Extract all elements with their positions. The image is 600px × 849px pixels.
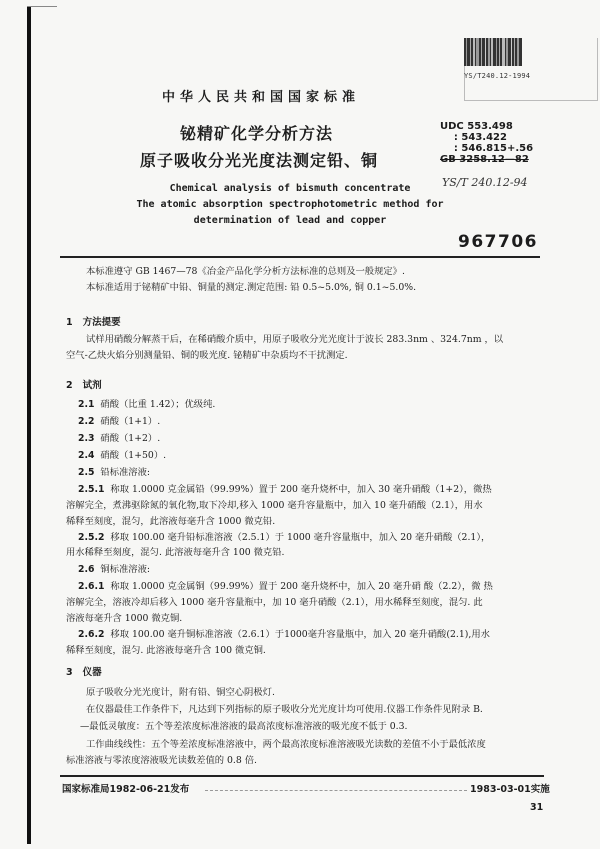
paragraph-line: 2.6.1 称取 1.0000 克金属铜（99.99%）置于 200 毫升烧杯中，加入 20 毫升硝 酸（2.2），微 热 [78, 581, 493, 592]
reagent-item: 2.4 硝酸（1+50）. [78, 450, 167, 461]
paragraph-line: 2.5.1 称取 1.0000 克金属铅（99.99%）置于 200 毫升烧杯中，加入 30 毫升硝酸（1+2），微热 [78, 484, 492, 495]
paragraph-line: 在仪器最佳工作条件下，凡达到下列指标的原子吸收分光光度计均可使用.仪器工作条件见附录 B. [86, 704, 483, 715]
handwritten-note: YS/T 240.12-94 [442, 176, 528, 189]
section-heading [66, 377, 102, 391]
effective-date: 1983-03-01实施 [470, 784, 550, 795]
paragraph-line: 空气-乙炔火焰分别测量铅、铜的吸光度. 铋精矿中杂质均不干扰测定. [66, 350, 348, 361]
section-heading [66, 664, 102, 678]
paragraph-line: 溶解完全，溶液冷却后移入 1000 毫升容量瓶中，加 10 毫升硝酸（2.1），用水稀释至刻度，混匀. 此 [66, 597, 483, 608]
paragraph-line: 工作曲线线性：五个等差浓度标准溶液中，两个最高浓度标准溶液吸光读数的差值不小于最低浓度 [86, 739, 486, 750]
page-left-border [27, 6, 31, 844]
paragraph-line: 2.5.2 移取 100.00 毫升铅标准溶液（2.5.1）于 1000 毫升容量瓶中，加入 20 毫升硝酸（2.1）， [78, 532, 491, 543]
english-title-line2: The atomic absorption spectrophotometric method for [136, 199, 444, 210]
paragraph-line: 溶液每毫升含 1000 微克铜. [66, 613, 183, 624]
udc-line: : 546.815+.56 [440, 143, 534, 154]
intro-line: 本标准遵守 GB 1467—78《冶金产品化学分析方法标准的总则及一般规定》. [86, 266, 405, 277]
paragraph-line: 稀释至刻度，混匀，此溶液每毫升含 1000 微克铅. [66, 516, 276, 527]
footer-divider [60, 775, 544, 777]
section-title: 仪器 [82, 667, 102, 678]
paragraph-line: 原子吸收分光光度计，附有铅、铜空心阴极灯. [86, 687, 275, 698]
reagent-item: 2.2 硝酸（1+1）. [78, 416, 161, 427]
udc-line: : 543.422 [440, 132, 507, 143]
border-tick [27, 6, 57, 7]
paragraph-line: 溶解完全，煮沸驱除氮的氧化物,取下冷却,移入 1000 毫升容量瓶中，加入 10 毫升硝酸（2.1），用水 [66, 500, 483, 511]
udc-block [440, 121, 533, 165]
paragraph-line: 标准溶液与零浓度溶液吸光读数差值的 0.8 倍. [66, 755, 257, 766]
superseded-gb-number: GB 3258.12—82 [440, 154, 529, 165]
barcode-text: YS/T240.12-1994 [464, 72, 531, 80]
english-title-line1: Chemical analysis of bismuth concentrate [169, 183, 411, 194]
paragraph-line: 稀释至刻度，混匀. 此溶液每毫升含 100 微克铜. [66, 645, 266, 656]
title-chinese-line1: 铋精矿化学分析方法 [180, 124, 334, 143]
paragraph-line: —最低灵敏度：五个等差浓度标准溶液的最高浓度标准溶液的吸光度不低于 0.3. [80, 721, 408, 732]
national-standard-heading: 中华人民共和国国家标准 [162, 90, 361, 105]
issue-date: 国家标准局1982-06-21发布 [62, 784, 190, 795]
header-divider [60, 256, 540, 258]
paragraph-line: 用水稀释至刻度，混匀. 此溶液每毫升含 100 微克铅. [66, 547, 285, 558]
intro-line: 本标准适用于铋精矿中铅、铜量的测定.测定范围: 铅 0.5~5.0%, 铜 0.1~5.0%. [86, 282, 417, 293]
reagent-item: 2.3 硝酸（1+2）. [78, 433, 161, 444]
section-number: 2 [66, 380, 73, 391]
section-heading [66, 314, 121, 328]
reagent-item: 2.1 硝酸（比重 1.42）；优级纯. [78, 399, 216, 410]
reagent-item: 2.5 铅标准溶液: [78, 467, 151, 478]
barcode-icon [464, 38, 534, 66]
paragraph-line: 2.6.2 移取 100.00 毫升铜标准溶液（2.6.1）于1000毫升容量瓶中，加入 20 毫升硝酸(2.1),用水 [78, 629, 490, 640]
page-number: 31 [530, 802, 544, 813]
document-number: 967706 [458, 232, 538, 252]
section-number: 3 [66, 667, 73, 678]
english-title-line3: determination of lead and copper [193, 215, 387, 226]
section-number: 1 [66, 317, 73, 328]
reagent-item: 2.6 铜标准溶液: [78, 564, 151, 575]
section-title: 试剂 [82, 380, 102, 391]
section-title: 方法提要 [82, 317, 121, 328]
title-chinese-line2: 原子吸收分光光度法测定铅、铜 [140, 151, 379, 170]
footer-dash-line [205, 790, 467, 791]
paragraph-line: 试样用硝酸分解蒸干后，在稀硝酸介质中，用原子吸收分光光度计于波长 283.3nm 、324.7nm ，以 [86, 334, 504, 345]
udc-line: UDC 553.498 [440, 121, 513, 132]
